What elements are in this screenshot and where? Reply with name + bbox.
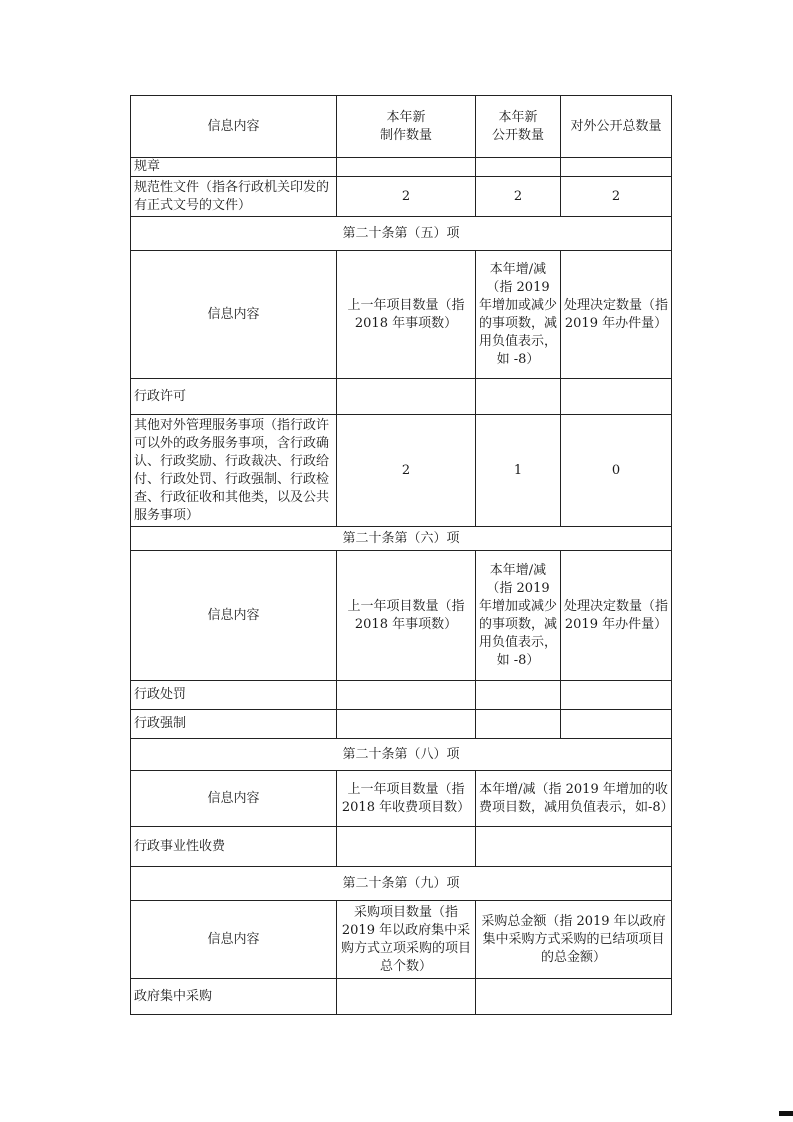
- table-row: [131, 379, 672, 415]
- header-content: 信息内容: [131, 771, 337, 827]
- cell-total-public: [561, 158, 672, 177]
- section-title-row: [131, 217, 672, 251]
- table-row: [131, 979, 672, 1015]
- header-prev: 上一年项目数量（指 2018 年事项数）: [337, 251, 476, 379]
- header-count: 采购项目数量（指 2019 年以政府集中采购方式立项采购的项目总个数）: [337, 901, 476, 979]
- section-title-row: [131, 739, 672, 771]
- cell-prev: [337, 827, 476, 867]
- header-total-public: 对外公开总数量: [561, 96, 672, 158]
- header-new-made: 本年新 制作数量: [337, 96, 476, 158]
- header-decisions: 处理决定数量（指 2019 年办件量）: [561, 251, 672, 379]
- cell-prev: 2: [337, 415, 476, 527]
- cell-change: [476, 710, 561, 739]
- row-label: 行政许可: [131, 379, 337, 415]
- cell-new-public: 2: [476, 177, 561, 217]
- header-content: 信息内容: [131, 551, 337, 681]
- section-title: 第二十条第（五）项: [131, 217, 672, 251]
- table-row: [131, 158, 672, 177]
- cell-decisions: [561, 681, 672, 710]
- cell-new-made: 2: [337, 177, 476, 217]
- row-label: 政府集中采购: [131, 979, 337, 1015]
- section-title: 第二十条第（六）项: [131, 527, 672, 551]
- cell-decisions: [561, 379, 672, 415]
- row-label: 行政强制: [131, 710, 337, 739]
- scan-mark: [779, 1111, 793, 1116]
- section-header-row: [131, 901, 672, 979]
- row-label: 行政事业性收费: [131, 827, 337, 867]
- disclosure-table: [130, 95, 672, 1015]
- cell-count: [337, 979, 476, 1015]
- row-label: 行政处罚: [131, 681, 337, 710]
- header-change: 本年增/减（指 2019 年增加或减少的事项数，减用负值表示，如 -8）: [476, 251, 561, 379]
- section-title-row: [131, 867, 672, 901]
- header-new-public: 本年新 公开数量: [476, 96, 561, 158]
- table-row: [131, 827, 672, 867]
- header-change: 本年增/减（指 2019 年增加的收费项目数，减用负值表示，如-8）: [476, 771, 672, 827]
- cell-new-made: [337, 158, 476, 177]
- cell-total-public: 2: [561, 177, 672, 217]
- section-title-row: [131, 527, 672, 551]
- cell-decisions: [561, 710, 672, 739]
- header-change: 本年增/减（指 2019 年增加或减少的事项数，减用负值表示，如 -8）: [476, 551, 561, 681]
- cell-change: 1: [476, 415, 561, 527]
- cell-prev: [337, 681, 476, 710]
- row-label: 规章: [131, 158, 337, 177]
- header-content: 信息内容: [131, 901, 337, 979]
- cell-prev: [337, 379, 476, 415]
- cell-change: [476, 681, 561, 710]
- row-label: 其他对外管理服务事项（指行政许可以外的政务服务事项，含行政确认、行政奖励、行政裁决、行政给付、行政处罚、行政强制、行政检查、行政征收和其他类，以及公共服务事项）: [131, 415, 337, 527]
- section-title: 第二十条第（八）项: [131, 739, 672, 771]
- table-row: [131, 415, 672, 527]
- header-amount: 采购总金额（指 2019 年以政府集中采购方式采购的已结项项目的总金额）: [476, 901, 672, 979]
- cell-change: [476, 827, 672, 867]
- cell-new-public: [476, 158, 561, 177]
- section-header-row: [131, 771, 672, 827]
- header-row: [131, 96, 672, 158]
- cell-decisions: 0: [561, 415, 672, 527]
- header-content: 信息内容: [131, 251, 337, 379]
- table-row: [131, 710, 672, 739]
- section-title: 第二十条第（九）项: [131, 867, 672, 901]
- section-header-row: [131, 551, 672, 681]
- table-row: [131, 177, 672, 217]
- section-header-row: [131, 251, 672, 379]
- header-decisions: 处理决定数量（指 2019 年办件量）: [561, 551, 672, 681]
- cell-change: [476, 379, 561, 415]
- row-label: 规范性文件（指各行政机关印发的有正式文号的文件）: [131, 177, 337, 217]
- header-content: 信息内容: [131, 96, 337, 158]
- cell-amount: [476, 979, 672, 1015]
- header-prev: 上一年项目数量（指 2018 年收费项目数）: [337, 771, 476, 827]
- table-row: [131, 681, 672, 710]
- cell-prev: [337, 710, 476, 739]
- header-prev: 上一年项目数量（指 2018 年事项数）: [337, 551, 476, 681]
